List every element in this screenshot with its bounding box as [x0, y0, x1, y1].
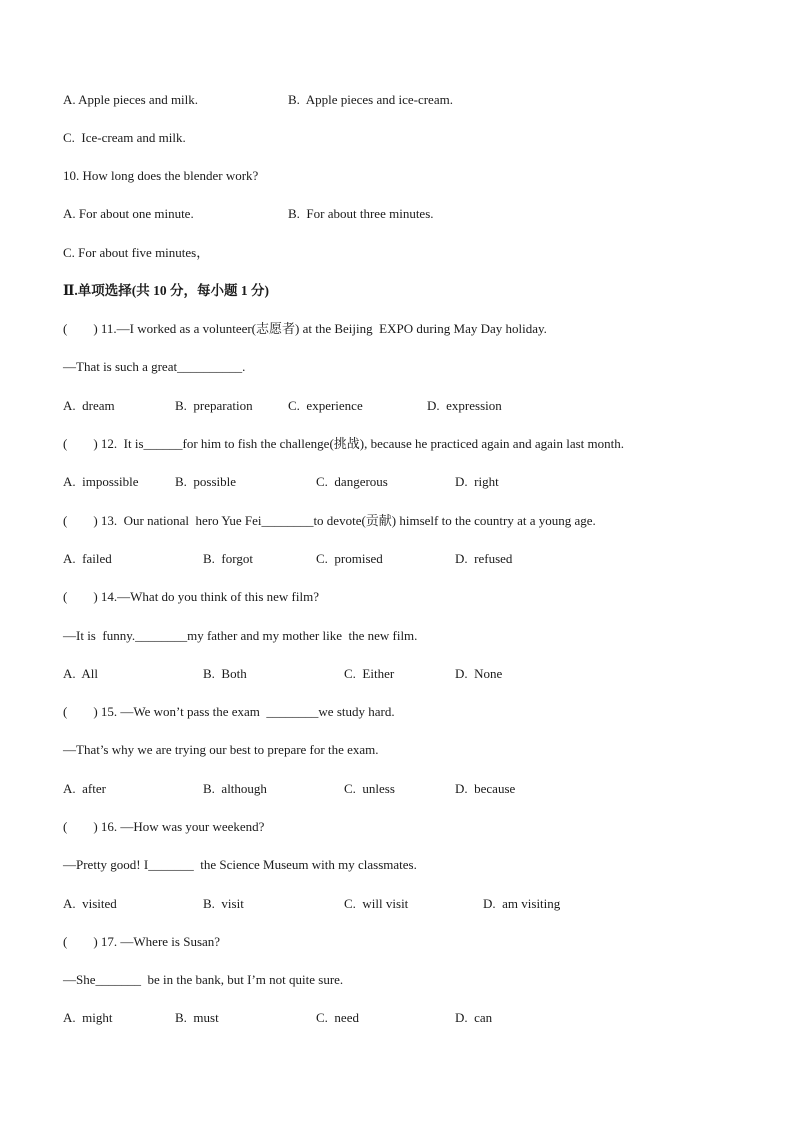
q17-stem: ( ) 17. —Where is Susan?: [63, 934, 221, 949]
q11-option-c: C. experience: [288, 398, 363, 413]
q10-stem: 10. How long does the blender work?: [63, 168, 259, 183]
q12-stem: ( ) 12. It is______for him to fish the challenge(挑战), because he practiced again and again last month.: [63, 436, 624, 451]
q13-option-b: B. forgot: [203, 551, 253, 566]
q10-option-c: C. For about five minutes，: [63, 245, 210, 260]
q17-option-b: B. must: [175, 1010, 219, 1025]
q12-option-a: A. impossible: [63, 474, 139, 489]
q17-option-d: D. can: [455, 1010, 493, 1025]
q9-option-a: A. Apple pieces and milk.: [63, 92, 199, 107]
q14-stem: ( ) 14.—What do you think of this new film?: [63, 589, 319, 604]
q15-option-b: B. although: [203, 781, 267, 796]
section-heading: Ⅱ.单项选择(共 10 分，每小题 1 分): [63, 283, 269, 298]
q12-option-c: C. dangerous: [316, 474, 388, 489]
q17-reply: —She_______ be in the bank, but I’m not quite sure.: [63, 972, 344, 987]
q16-option-d: D. am visiting: [483, 896, 561, 911]
q11-reply: —That is such a great__________.: [63, 359, 246, 374]
q17-option-a: A. might: [63, 1010, 113, 1025]
q15-reply: —That’s why we are trying our best to prepare for the exam.: [63, 742, 379, 757]
q13-stem: ( ) 13. Our national hero Yue Fei________to devote(贡献) himself to the country at a young age.: [63, 513, 596, 528]
q15-option-d: D. because: [455, 781, 516, 796]
q16-stem: ( ) 16. —How was your weekend?: [63, 819, 265, 834]
q13-option-d: D. refused: [455, 551, 513, 566]
q15-option-c: C. unless: [344, 781, 395, 796]
q16-option-b: B. visit: [203, 896, 244, 911]
q12-option-b: B. possible: [175, 474, 237, 489]
q14-option-d: D. None: [455, 666, 503, 681]
q12-option-d: D. right: [455, 474, 499, 489]
q14-option-b: B. Both: [203, 666, 247, 681]
q16-reply: —Pretty good! I_______ the Science Museum with my classmates.: [63, 857, 417, 872]
q9-option-b: B. Apple pieces and ice-cream.: [288, 92, 453, 107]
q11-option-a: A. dream: [63, 398, 115, 413]
q13-option-a: A. failed: [63, 551, 112, 566]
q10-option-b: B. For about three minutes.: [288, 206, 434, 221]
q15-stem: ( ) 15. —We won’t pass the exam ________we study hard.: [63, 704, 395, 719]
q11-option-b: B. preparation: [175, 398, 253, 413]
q11-stem: ( ) 11.—I worked as a volunteer(志愿者) at the Beijing EXPO during May Day holiday.: [63, 321, 547, 336]
q13-option-c: C. promised: [316, 551, 383, 566]
q16-option-a: A. visited: [63, 896, 117, 911]
q16-option-c: C. will visit: [344, 896, 409, 911]
q10-option-a: A. For about one minute.: [63, 206, 194, 221]
q14-reply: —It is funny.________my father and my mother like the new film.: [63, 628, 418, 643]
q14-option-a: A. All: [63, 666, 99, 681]
q9-option-c: C. Ice-cream and milk.: [63, 130, 186, 145]
q17-option-c: C. need: [316, 1010, 359, 1025]
q15-option-a: A. after: [63, 781, 106, 796]
q14-option-c: C. Either: [344, 666, 395, 681]
q11-option-d: D. expression: [427, 398, 502, 413]
